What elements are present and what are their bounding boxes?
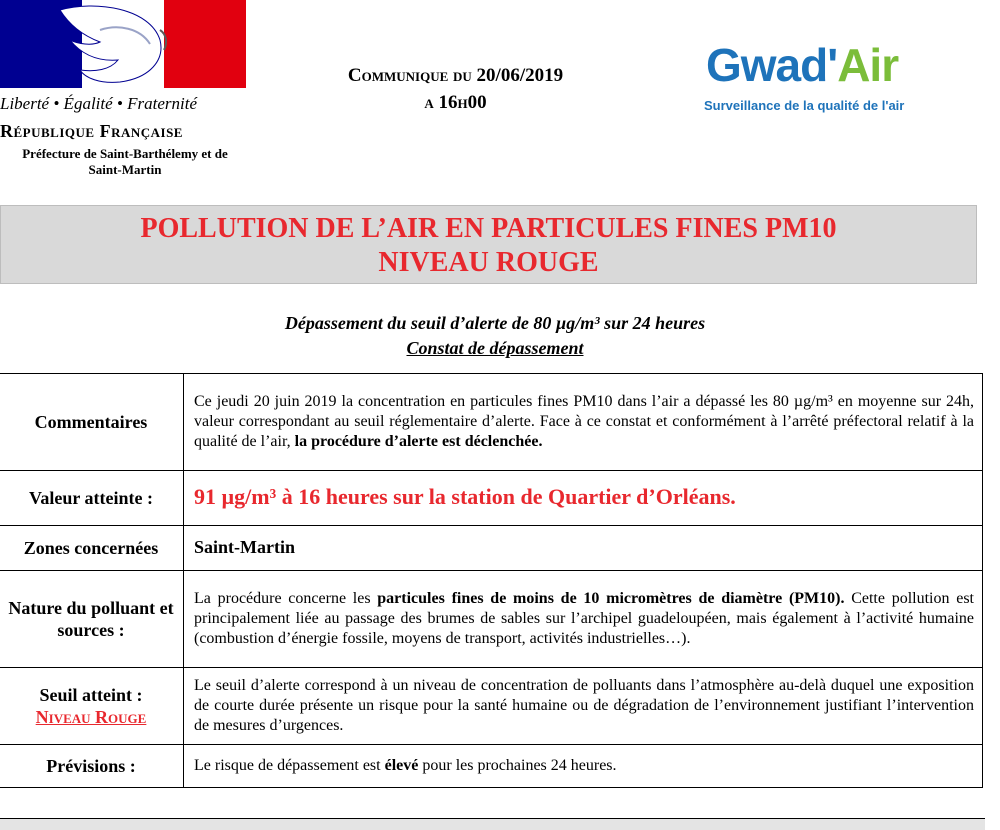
- prev-cell: [184, 745, 983, 788]
- banner-line-2: NIVEAU ROUGE: [378, 247, 599, 278]
- gwadair-tagline: Surveillance de la qualité de l'air: [704, 98, 905, 113]
- prev-label: Prévisions :: [0, 745, 184, 788]
- comment-text: Ce jeudi 20 juin 2019 la concentration en particules fines PM10 dans l’air a dépassé les 80 µg/m³ en moyenne sur 24h, valeur correspondant au seuil réglementaire d’alerte. Face à ce constat et conformément à l’arrêté préfectoral relatif à la qualité de l’air,: [194, 393, 974, 450]
- valeur-label: Valeur atteinte :: [0, 471, 184, 526]
- republic-title: République Française: [0, 121, 183, 141]
- valeur-text: 91 µg/m³ à 16 heures sur la station de Quartier d’Orléans.: [194, 483, 736, 509]
- gwadair-logo: [706, 38, 898, 92]
- seuil-level-link[interactable]: Niveau Rouge: [35, 707, 147, 727]
- seuil-label-cell: [0, 668, 184, 745]
- alert-info-table: [0, 373, 983, 788]
- prefecture-line-1: Préfecture de Saint-Barthélemy et de: [22, 146, 228, 161]
- table-row: [0, 668, 983, 745]
- observation-subtitle-text: Constat de dépassement: [406, 338, 584, 358]
- next-section-edge: [0, 818, 985, 830]
- prev-text-post: pour les prochaines 24 heures.: [422, 757, 617, 774]
- prefecture-line-2: Saint-Martin: [88, 162, 162, 177]
- communique-line-2: a 16h00: [424, 92, 487, 113]
- republic-motto: Liberté • Égalité • Fraternité: [0, 94, 197, 113]
- seuil-label: Seuil atteint :: [39, 685, 143, 705]
- table-row: [0, 471, 983, 526]
- seuil-text: Le seuil d’alerte correspond à un niveau de concentration de polluants dans l’atmosphère au-delà duquel une exposition de courte durée présente un risque pour la santé humaine ou de dégradation de l’environnement justifiant l’intervention de mesures d’urgences.: [184, 668, 983, 745]
- nature-text-pre: La procédure concerne les: [194, 590, 371, 607]
- table-row: [0, 571, 983, 668]
- table-row: [0, 526, 983, 571]
- nature-cell: [184, 571, 983, 668]
- prev-text-pre: Le risque de dépassement est: [194, 757, 381, 774]
- banner-line-1: POLLUTION DE L’AIR EN PARTICULES FINES PM10: [140, 213, 837, 244]
- observation-subtitle: [0, 338, 990, 359]
- nature-text-post: Cette pollution est principalement liée au passage des brumes de sables sur l’archipel guadeloupéen, mais également à l’activité humaine (combustion d’énergie fossile, moyens de transport, activités industrielles…).: [194, 590, 974, 647]
- gwadair-logo-part1: Gwad': [706, 39, 838, 91]
- table-row: [0, 374, 983, 471]
- comment-bold: la procédure d’alerte est déclenchée.: [294, 433, 543, 450]
- comment-cell: [184, 374, 983, 471]
- prev-text-bold: élevé: [384, 757, 419, 774]
- zones-label: Zones concernées: [0, 526, 184, 571]
- table-row: [0, 745, 983, 788]
- gwadair-logo-part2: Air: [837, 39, 899, 91]
- comment-label: Commentaires: [0, 374, 184, 471]
- alert-banner: [0, 205, 977, 284]
- nature-text-bold: particules fines de moins de 10 micromètres de diamètre (PM10).: [377, 590, 845, 607]
- zones-text: Saint-Martin: [194, 537, 295, 557]
- communique-line-1: Communique du 20/06/2019: [347, 65, 564, 86]
- nature-label: Nature du polluant et sources :: [0, 571, 184, 668]
- communique-date: [283, 62, 628, 116]
- marianne-logo: [0, 0, 246, 88]
- threshold-subtitle: Dépassement du seuil d’alerte de 80 µg/m³ sur 24 heures: [284, 313, 706, 333]
- prefecture-name: [0, 146, 250, 178]
